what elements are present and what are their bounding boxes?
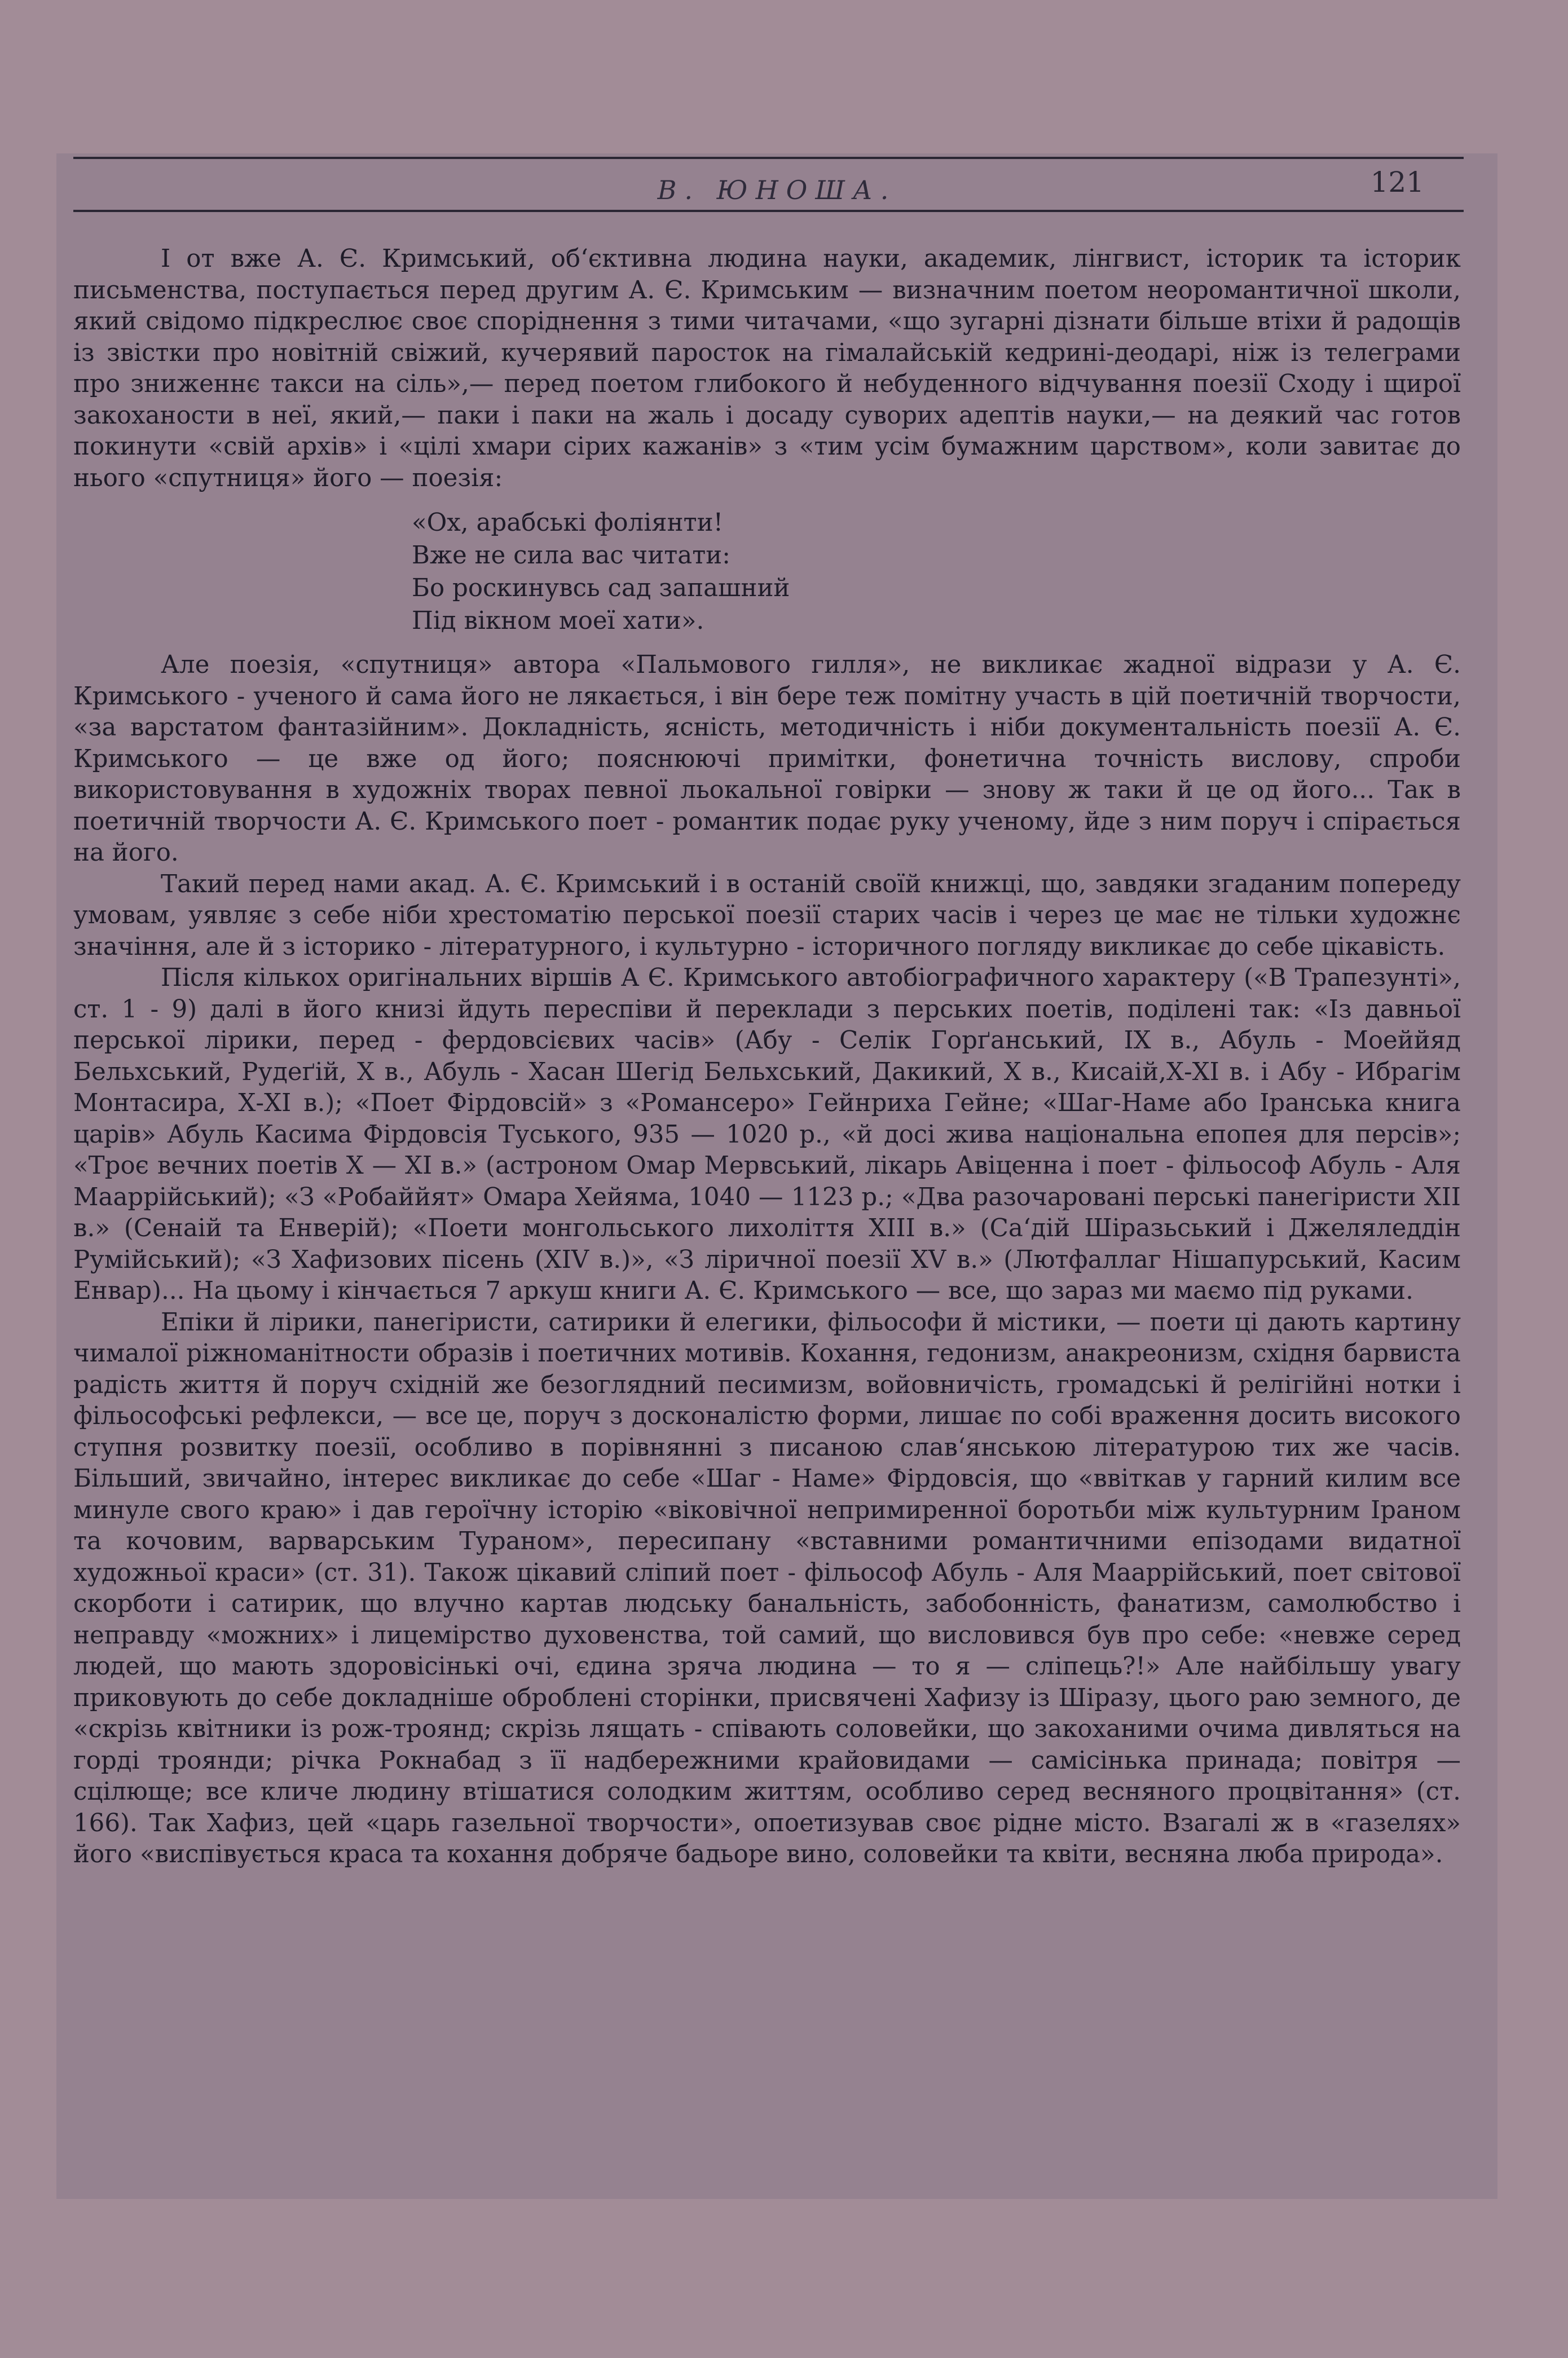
header-rule-top xyxy=(73,157,1464,159)
poem-line: «Ох, арабські фоліянти! xyxy=(412,509,724,537)
page-body xyxy=(73,244,1461,1871)
poem-quote xyxy=(412,506,1461,637)
poem-line: Вже не сила вас читати: xyxy=(412,541,730,570)
page-number: 121 xyxy=(1370,166,1424,199)
paragraph: Але поезія, «спутниця» автора «Пальмового гилля», не викликає жадної відрази у А. Є. Кримського - ученого й сама його не лякається, і він бере теж помітну участь в цій поетичній творчости, «за варстатом фантазійним». Докладність, ясність, методичність і ніби документальність поезії А. Є. Кримського — це вже од його; пояснюючі примітки, фонетична точність вислову, спроби використовування в художніх творах певної льокальної говірки — знову ж таки й це од його... Так в поетичній творчости А. Є. Кримського поет - романтик подає руку ученому, йде з ним поруч і спірається на його. xyxy=(73,651,1461,867)
paragraph: Епіки й лірики, панегіристи, сатирики й елегики, фільософи й містики, — поети ці дають картину чималої ріжноманітности образів і поетичних мотивів. Кохання, гедонизм, анакреонизм, східня барвиста радість життя й поруч східній же безоглядний песимизм, войовничість, громадські й релігійні нотки і фільософські рефлекси, — все це, поруч з досконалістю форми, лишає по собі враження досить високого ступня розвитку поезії, особливо в порівнянні з писаною слав‘янською літературою тих же часів. Більший, звичайно, інтерес викликає до себе «Шаг - Наме» Фірдовсія, що «ввіткав у гарний килим все минуле свого краю» і дав героїчну історію «віковічної непримиренної боротьби між культурним Іраном та кочовим, варварським Тураном», пересипану «вставними романтичними епізодами видатної художньої краси» (ст. 31). Також цікавий сліпий поет - фільософ Абуль - Аля Мааррійський, поет світової скорботи і сатирик, що влучно картав людську банальність, забобонність, фанатизм, самолюбство і неправду «можних» і лицемірство духовенства, той самий, що висловився був про себе: «невже серед людей, що мають здоровісінькі очі, єдина зряча людина — то я — сліпець?!» Але найбільшу увагу приковують до себе докладніше оброблені сторінки, присвячені Хафизу із Шіразу, цього раю земного, де «скрізь квітники із рож-троянд; скрізь лящать - співають соловейки, що закоханими очима дивляться на горді троянди; річка Рокнабад з її надбережними крайовидами — самісінька принада; повітря — сцілюще; все кличе людину втішатися солодким життям, особливо серед весняного процвітання» (ст. 166). Так Хафиз, цей «царь газельної творчости», опоетизував своє рідне місто. Взагалі ж в «газелях» його «виспівується краса та кохання добряче бадьоре вино, соловейки та квіти, весняна люба природа». xyxy=(73,1308,1461,1868)
book-page xyxy=(56,153,1497,2199)
paragraph: Після кількох оригінальних віршів А Є. Кримського автобіографичного характеру («В Трапезунті», ст. 1 - 9) далі в його книзі йдуть переспіви й переклади з перських поетів, поділені так: «Із давньої перської лірики, перед - фердовсієвих часів» (Абу - Селік Горґанський, ІХ в., Абуль - Моеййяд Бельхський, Рудеґій, Х в., Абуль - Хасан Шегід Бельхський, Дакикий, Х в., Кисаій,Х-ХІ в. і Абу - Ибрагім Монтасира, Х-ХІ в.); «Поет Фірдовсій» з «Романсеро» Гейнриха Гейне; «Шаг-Наме або Іранська книга царів» Абуль Касима Фірдовсія Туського, 935 — 1020 р., «й досі жива національна епопея для персів»; «Троє вечних поетів Х — ХІ в.» (астроном Омар Мервський, лікарь Авіценна і поет - фільософ Абуль - Аля Мааррійський); «З «Робаййят» Омара Хейяма, 1040 — 1123 р.; «Два разочаровані перські панегiристи ХІІ в.» (Сенаій та Енверій); «Поети монгольського лихоліття ХІІІ в.» (Са‘дій Шіразьський і Джеляледдін Румійський); «З Хафизових пісень (ХІV в.)», «З ліричної поезії ХV в.» (Лютфаллаг Нішапурський, Касим Енвар)... На цьому і кінчається 7 аркуш книги А. Є. Кримського — все, що зараз ми маємо під руками. xyxy=(73,964,1461,1305)
poem-line: Бо роскинувсь сад запашний xyxy=(412,574,790,602)
poem-line: Під вікном моеї хати». xyxy=(412,607,704,635)
paragraph: Такий перед нами акад. А. Є. Кримський і в останій своїй книжці, що, завдяки згаданим попереду умовам, уявляє з себе ніби хрестоматію перської поезії старих часів і через це має не тільки художнє значіння, але й з історико - літературного, і культурно - історичного погляду викликає до себе цікавість. xyxy=(73,870,1461,961)
header-rule-bottom xyxy=(73,210,1464,212)
running-head: В. ЮНОША. xyxy=(657,175,897,205)
paragraph: І от вже А. Є. Кримський, об‘єктивна людина науки, академик, лінгвист, історик та історик письменства, поступається перед другим А. Є. Кримським — визначним поетом неоромантичної школи, який свідомо підкреслює своє споріднення з тими читачами, «що зугарні дізнати більше втіхи й радощів із звістки про новітній свіжий, кучерявий паросток на гімалайській кедрині-деодарі, ніж із телеграми про зниженнє такси на сіль»,— перед поетом глибокого й небуденного відчування поезії Сходу і щирої закоханости в неї, який,— паки і паки на жаль і досаду суворих адептів науки,— на деякий час готов покинути «свій архів» і «цілі хмари сірих кажанів» з «тим усім бумажним царством», коли завитає до нього «спутниця» його — поезія: xyxy=(73,245,1461,492)
